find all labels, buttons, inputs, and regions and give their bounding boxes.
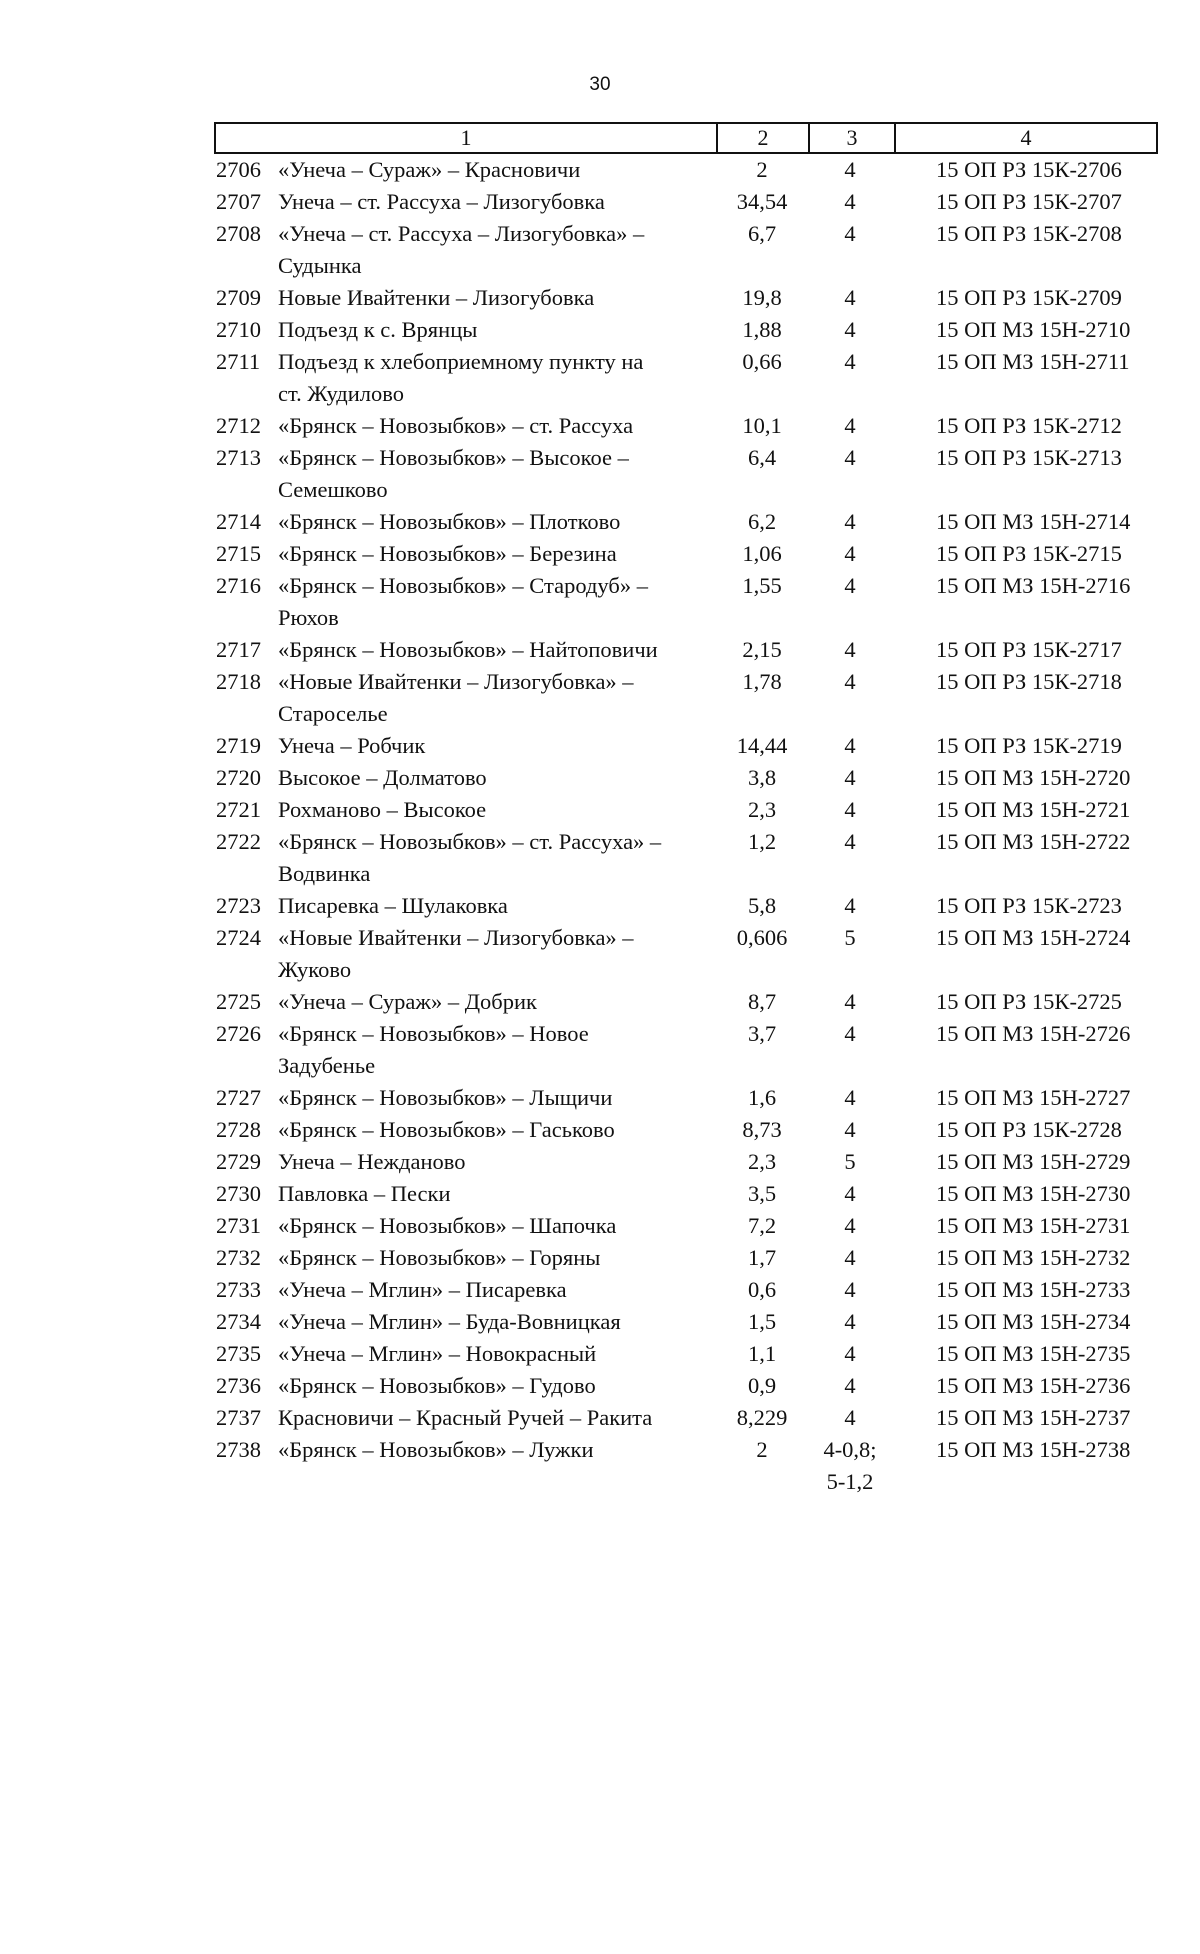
road-number: 2737 — [216, 1405, 261, 1430]
road-length: 3,5 — [747, 1181, 777, 1206]
road-length: 34,54 — [736, 189, 788, 214]
road-code: 15 ОП МЗ 15Н-2736 — [936, 1373, 1131, 1398]
road-length: 2,3 — [747, 797, 777, 822]
road-number: 2726 — [216, 1021, 261, 1046]
table-row — [214, 794, 1158, 826]
road-name-line: «Брянск – Новозыбков» – ст. Рассуха» – — [278, 829, 662, 854]
road-length: 1,7 — [747, 1245, 777, 1270]
road-number: 2736 — [216, 1373, 261, 1398]
road-number: 2710 — [216, 317, 261, 342]
road-category — [810, 218, 890, 250]
table-body — [214, 154, 1158, 1494]
road-code: 15 ОП РЗ 15К-2707 — [936, 189, 1122, 214]
table-row — [214, 1370, 1158, 1402]
road-category-line: 4 — [844, 989, 856, 1014]
road-category-line: 4-0,8; — [823, 1437, 877, 1462]
road-category-line: 4 — [844, 1309, 856, 1334]
table-row — [214, 1082, 1158, 1114]
road-category-line: 4 — [844, 1181, 856, 1206]
road-length: 0,66 — [742, 349, 782, 374]
road-number: 2715 — [216, 541, 261, 566]
table-row — [214, 218, 1158, 282]
road-length: 3,8 — [747, 765, 777, 790]
road-length: 1,2 — [747, 829, 777, 854]
road-category-line: 4 — [844, 669, 856, 694]
road-number: 2729 — [216, 1149, 261, 1174]
road-code: 15 ОП МЗ 15Н-2727 — [936, 1085, 1131, 1110]
road-length: 0,9 — [747, 1373, 777, 1398]
road-category-line: 5-1,2 — [826, 1469, 874, 1494]
table-row — [214, 506, 1158, 538]
road-name-line: «Брянск – Новозыбков» – Новое — [278, 1021, 589, 1046]
road-code: 15 ОП МЗ 15Н-2732 — [936, 1245, 1131, 1270]
road-number: 2734 — [216, 1309, 261, 1334]
road-category — [810, 1274, 890, 1306]
road-name-line: «Унеча – Сураж» – Красновичи — [278, 157, 581, 182]
road-number: 2728 — [216, 1117, 261, 1142]
road-number: 2714 — [216, 509, 261, 534]
road-code: 15 ОП РЗ 15К-2717 — [936, 637, 1122, 662]
road-category-line: 4 — [844, 349, 856, 374]
road-category — [810, 186, 890, 218]
road-category-line: 5 — [844, 1149, 856, 1174]
road-category-line: 4 — [844, 1405, 856, 1430]
road-name-line: Писаревка – Шулаковка — [278, 893, 508, 918]
road-code: 15 ОП РЗ 15К-2728 — [936, 1117, 1122, 1142]
road-category-line: 4 — [844, 797, 856, 822]
table-row — [214, 314, 1158, 346]
road-length: 3,7 — [747, 1021, 777, 1046]
road-category-line: 4 — [844, 1373, 856, 1398]
road-category — [810, 634, 890, 666]
road-code: 15 ОП РЗ 15К-2713 — [936, 445, 1122, 470]
table-row — [214, 1434, 1158, 1494]
road-number: 2707 — [216, 189, 261, 214]
road-name-line: «Брянск – Новозыбков» – Гудово — [278, 1373, 596, 1398]
road-name-line: Задубенье — [278, 1053, 376, 1078]
road-name-line: «Унеча – Мглин» – Буда-Вовницкая — [278, 1309, 621, 1334]
road-category — [810, 666, 890, 698]
road-category — [810, 1242, 890, 1274]
road-code: 15 ОП МЗ 15Н-2738 — [936, 1437, 1131, 1462]
road-category — [810, 1338, 890, 1370]
road-length: 6,4 — [747, 445, 777, 470]
road-number: 2712 — [216, 413, 261, 438]
road-name-line: «Унеча – Мглин» – Новокрасный — [278, 1341, 597, 1366]
road-code: 15 ОП МЗ 15Н-2724 — [936, 925, 1131, 950]
road-name-line: Водвинка — [278, 861, 371, 886]
road-code: 15 ОП МЗ 15Н-2726 — [936, 1021, 1131, 1046]
road-length: 1,88 — [742, 317, 782, 342]
road-category — [810, 570, 890, 602]
road-category-line: 4 — [844, 285, 856, 310]
road-category — [810, 1082, 890, 1114]
road-name-line: «Брянск – Новозыбков» – Лыщичи — [278, 1085, 613, 1110]
road-category-line: 4 — [844, 573, 856, 598]
road-category — [810, 538, 890, 570]
road-name-line: «Брянск – Новозыбков» – Горяны — [278, 1245, 601, 1270]
road-length: 5,8 — [747, 893, 777, 918]
road-length: 7,2 — [747, 1213, 777, 1238]
road-category-line: 4 — [844, 317, 856, 342]
road-category-line: 4 — [844, 1277, 856, 1302]
road-category — [810, 1434, 890, 1498]
road-category-line: 4 — [844, 829, 856, 854]
road-number: 2719 — [216, 733, 261, 758]
road-category-line: 4 — [844, 413, 856, 438]
road-number: 2721 — [216, 797, 261, 822]
road-length: 1,1 — [747, 1341, 777, 1366]
road-category — [810, 730, 890, 762]
road-number: 2711 — [216, 349, 261, 374]
road-number: 2732 — [216, 1245, 261, 1270]
road-category — [810, 154, 890, 186]
road-category — [810, 442, 890, 474]
road-name-line: «Брянск – Новозыбков» – Найтоповичи — [278, 637, 658, 662]
road-length: 1,78 — [742, 669, 782, 694]
road-name-line: ст. Жудилово — [278, 381, 404, 406]
road-category — [810, 922, 890, 954]
road-name-line: Унеча – ст. Рассуха – Лизогубовка — [278, 189, 605, 214]
road-number: 2731 — [216, 1213, 261, 1238]
road-number: 2733 — [216, 1277, 261, 1302]
road-name-line: Высокое – Долматово — [278, 765, 487, 790]
road-name-line: «Брянск – Новозыбков» – Плотково — [278, 509, 621, 534]
road-length: 2,3 — [747, 1149, 777, 1174]
road-category-line: 4 — [844, 189, 856, 214]
road-category-line: 4 — [844, 1245, 856, 1270]
road-code: 15 ОП МЗ 15Н-2720 — [936, 765, 1131, 790]
road-length: 8,73 — [742, 1117, 782, 1142]
road-code: 15 ОП РЗ 15К-2708 — [936, 221, 1122, 246]
road-number: 2722 — [216, 829, 261, 854]
road-length: 2,15 — [742, 637, 782, 662]
header-col-1: 1 — [460, 125, 472, 150]
road-category-line: 4 — [844, 509, 856, 534]
road-code: 15 ОП МЗ 15Н-2722 — [936, 829, 1131, 854]
road-name-line: Рохманово – Высокое — [278, 797, 487, 822]
road-number: 2709 — [216, 285, 261, 310]
road-code: 15 ОП РЗ 15К-2706 — [936, 157, 1122, 182]
road-code: 15 ОП РЗ 15К-2719 — [936, 733, 1122, 758]
road-code: 15 ОП МЗ 15Н-2729 — [936, 1149, 1131, 1174]
road-code: 15 ОП МЗ 15Н-2716 — [936, 573, 1131, 598]
road-code: 15 ОП РЗ 15К-2712 — [936, 413, 1122, 438]
table-row — [214, 922, 1158, 986]
road-name-line: Унеча – Нежданово — [278, 1149, 466, 1174]
road-category — [810, 794, 890, 826]
header-col-2: 2 — [757, 125, 769, 150]
road-code: 15 ОП МЗ 15Н-2733 — [936, 1277, 1131, 1302]
road-length: 0,6 — [747, 1277, 777, 1302]
road-number: 2717 — [216, 637, 261, 662]
road-name-line: Рюхов — [278, 605, 339, 630]
road-category — [810, 1306, 890, 1338]
road-category-line: 4 — [844, 1117, 856, 1142]
road-name-line: «Брянск – Новозыбков» – Стародуб» – — [278, 573, 648, 598]
table-row — [214, 410, 1158, 442]
table-row — [214, 1274, 1158, 1306]
road-name-line: Павловка – Пески — [278, 1181, 451, 1206]
road-number: 2735 — [216, 1341, 261, 1366]
road-category — [810, 1402, 890, 1434]
road-length: 10,1 — [742, 413, 782, 438]
table-row — [214, 1146, 1158, 1178]
road-length: 1,06 — [742, 541, 782, 566]
table-row — [214, 666, 1158, 730]
road-code: 15 ОП РЗ 15К-2715 — [936, 541, 1122, 566]
table-row — [214, 1306, 1158, 1338]
road-length: 0,606 — [736, 925, 788, 950]
road-code: 15 ОП МЗ 15Н-2710 — [936, 317, 1131, 342]
road-length: 8,7 — [747, 989, 777, 1014]
table-row — [214, 570, 1158, 634]
road-category-line: 4 — [844, 733, 856, 758]
road-code: 15 ОП МЗ 15Н-2735 — [936, 1341, 1131, 1366]
road-name-line: Семешково — [278, 477, 388, 502]
table-row — [214, 1018, 1158, 1082]
road-code: 15 ОП РЗ 15К-2725 — [936, 989, 1122, 1014]
road-code: 15 ОП РЗ 15К-2709 — [936, 285, 1122, 310]
table-row — [214, 346, 1158, 410]
road-code: 15 ОП МЗ 15Н-2714 — [936, 509, 1131, 534]
table-row — [214, 538, 1158, 570]
road-category-line: 4 — [844, 1341, 856, 1366]
road-number: 2738 — [216, 1437, 261, 1462]
road-name-line: «Брянск – Новозыбков» – ст. Рассуха — [278, 413, 634, 438]
road-category-line: 4 — [844, 893, 856, 918]
road-category-line: 4 — [844, 445, 856, 470]
road-category-line: 4 — [844, 765, 856, 790]
road-code: 15 ОП МЗ 15Н-2734 — [936, 1309, 1131, 1334]
table-row — [214, 1402, 1158, 1434]
table-row — [214, 762, 1158, 794]
header-col-3: 3 — [846, 125, 858, 150]
road-name-line: Новые Ивайтенки – Лизогубовка — [278, 285, 595, 310]
table-row — [214, 186, 1158, 218]
road-length: 2 — [756, 157, 768, 182]
road-category — [810, 1146, 890, 1178]
road-category-line: 4 — [844, 1085, 856, 1110]
road-category — [810, 1210, 890, 1242]
table-row — [214, 154, 1158, 186]
road-number: 2706 — [216, 157, 261, 182]
road-category — [810, 506, 890, 538]
road-name-line: «Брянск – Новозыбков» – Шапочка — [278, 1213, 617, 1238]
road-code: 15 ОП РЗ 15К-2723 — [936, 893, 1122, 918]
road-name-line: Подъезд к с. Врянцы — [278, 317, 478, 342]
road-name-line: «Брянск – Новозыбков» – Высокое – — [278, 445, 629, 470]
header-col-4: 4 — [1020, 125, 1032, 150]
road-number: 2708 — [216, 221, 261, 246]
road-code: 15 ОП МЗ 15Н-2711 — [936, 349, 1130, 374]
road-category-line: 5 — [844, 925, 856, 950]
table-row — [214, 826, 1158, 890]
table-row — [214, 986, 1158, 1018]
road-category-line: 4 — [844, 1213, 856, 1238]
road-category — [810, 282, 890, 314]
table-row — [214, 282, 1158, 314]
table-row — [214, 1338, 1158, 1370]
road-category — [810, 346, 890, 378]
table-row — [214, 442, 1158, 506]
page-number: 30 — [589, 74, 611, 95]
road-category-line: 4 — [844, 221, 856, 246]
road-number: 2718 — [216, 669, 261, 694]
road-name-line: «Брянск – Новозыбков» – Гаськово — [278, 1117, 615, 1142]
road-code: 15 ОП РЗ 15К-2718 — [936, 669, 1122, 694]
road-code: 15 ОП МЗ 15Н-2730 — [936, 1181, 1131, 1206]
road-length: 8,229 — [736, 1405, 788, 1430]
table-row — [214, 634, 1158, 666]
road-code: 15 ОП МЗ 15Н-2737 — [936, 1405, 1131, 1430]
road-category — [810, 762, 890, 794]
road-category — [810, 1018, 890, 1050]
road-category-line: 4 — [844, 1021, 856, 1046]
table-row — [214, 730, 1158, 762]
table-row — [214, 890, 1158, 922]
table-row — [214, 1178, 1158, 1210]
road-length: 19,8 — [742, 285, 782, 310]
road-category-line: 4 — [844, 637, 856, 662]
road-number: 2725 — [216, 989, 261, 1014]
road-category — [810, 314, 890, 346]
road-name-line: Жуково — [278, 957, 352, 982]
road-length: 1,6 — [747, 1085, 777, 1110]
table-row — [214, 1242, 1158, 1274]
road-number: 2724 — [216, 925, 261, 950]
road-category — [810, 826, 890, 858]
road-name-line: Староселье — [278, 701, 388, 726]
road-name-line: Судынка — [278, 253, 362, 278]
road-length: 1,55 — [742, 573, 782, 598]
road-category-line: 4 — [844, 157, 856, 182]
road-category-line: 4 — [844, 541, 856, 566]
road-name-line: «Брянск – Новозыбков» – Березина — [278, 541, 617, 566]
road-code: 15 ОП МЗ 15Н-2721 — [936, 797, 1131, 822]
road-name-line: «Новые Ивайтенки – Лизогубовка» – — [278, 669, 634, 694]
road-category — [810, 410, 890, 442]
road-category — [810, 1370, 890, 1402]
road-category — [810, 890, 890, 922]
road-length: 2 — [756, 1437, 768, 1462]
road-number: 2720 — [216, 765, 261, 790]
road-number: 2723 — [216, 893, 261, 918]
road-number: 2716 — [216, 573, 261, 598]
road-number: 2727 — [216, 1085, 261, 1110]
road-name-line: «Унеча – Мглин» – Писаревка — [278, 1277, 567, 1302]
table-row — [214, 1114, 1158, 1146]
road-name-line: «Унеча – ст. Рассуха – Лизогубовка» – — [278, 221, 645, 246]
road-name-line: Унеча – Робчик — [278, 733, 426, 758]
table-header — [214, 122, 1158, 154]
table-row — [214, 1210, 1158, 1242]
road-name-line: Подъезд к хлебоприемному пункту на — [278, 349, 644, 374]
road-category — [810, 1114, 890, 1146]
road-name-line: «Новые Ивайтенки – Лизогубовка» – — [278, 925, 634, 950]
road-length: 1,5 — [747, 1309, 777, 1334]
road-length: 14,44 — [736, 733, 788, 758]
road-number: 2730 — [216, 1181, 261, 1206]
road-name-line: «Унеча – Сураж» – Добрик — [278, 989, 537, 1014]
road-length: 6,7 — [747, 221, 777, 246]
road-length: 6,2 — [747, 509, 777, 534]
road-name-line: Красновичи – Красный Ручей – Ракита — [278, 1405, 653, 1430]
road-category — [810, 1178, 890, 1210]
road-name-line: «Брянск – Новозыбков» – Лужки — [278, 1437, 594, 1462]
road-number: 2713 — [216, 445, 261, 470]
road-category — [810, 986, 890, 1018]
road-code: 15 ОП МЗ 15Н-2731 — [936, 1213, 1131, 1238]
